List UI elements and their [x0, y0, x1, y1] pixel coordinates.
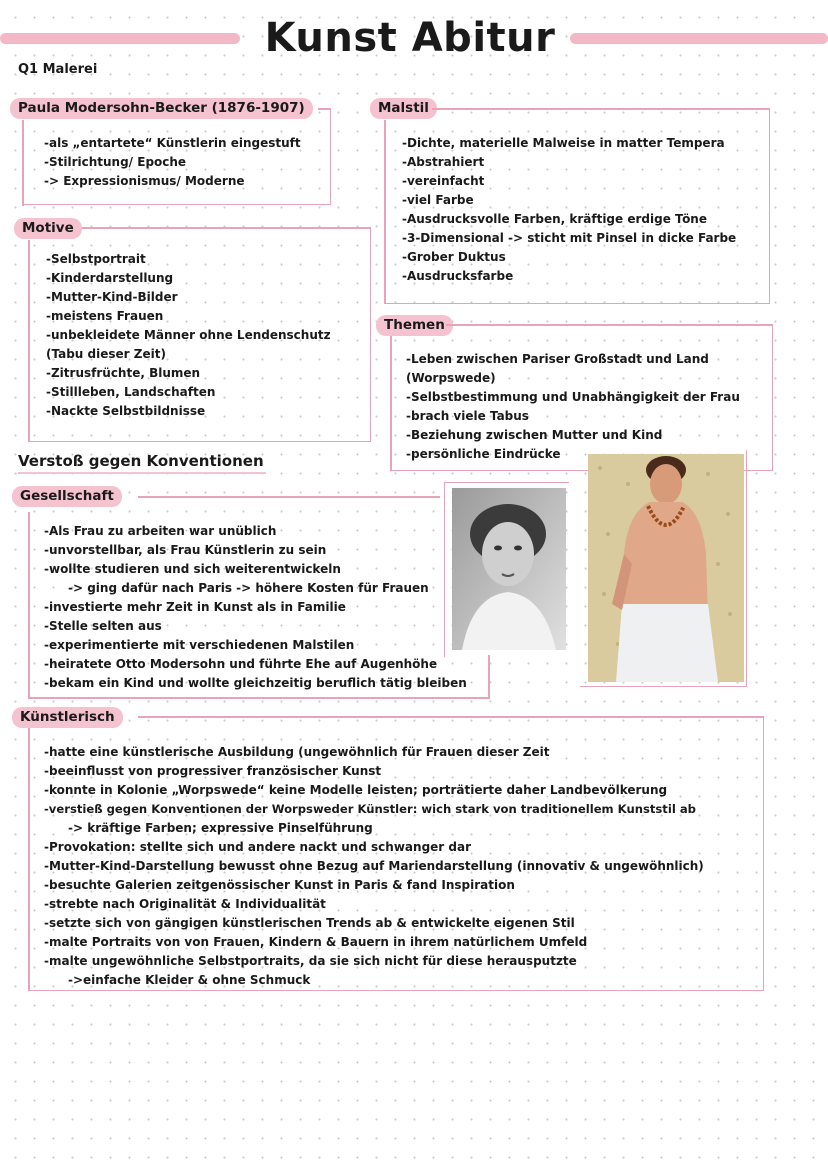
- list-item: -> ging dafür nach Paris -> höhere Kosten für Frauen: [68, 581, 429, 595]
- motive-heading: Motive: [14, 218, 82, 239]
- verstoss-underline: [18, 472, 266, 474]
- themen-heading: Themen: [376, 315, 453, 336]
- portrait-photo-image: [452, 488, 566, 650]
- page-title: Kunst Abitur: [264, 15, 556, 61]
- list-item: -besuchte Galerien zeitgenössischer Kunst in Paris & fand Inspiration: [44, 878, 515, 892]
- list-item: -strebte nach Originalität & Individualität: [44, 897, 326, 911]
- gesellschaft-box-left: [28, 512, 30, 698]
- list-item: -Als Frau zu arbeiten war unüblich: [44, 524, 277, 538]
- list-item: -bekam ein Kind und wollte gleichzeitig beruflich tätig bleiben: [44, 676, 467, 690]
- list-item: -als „entartete“ Künstlerin eingestuft: [44, 136, 301, 150]
- list-item: -vereinfacht: [402, 174, 485, 188]
- list-item: -hatte eine künstlerische Ausbildung (ungewöhnlich für Frauen dieser Zeit: [44, 745, 550, 759]
- list-item: -wollte studieren und sich weiterentwickeln: [44, 562, 341, 576]
- list-item: -unbekleidete Männer ohne Lendenschutz: [46, 328, 331, 342]
- list-item: -Provokation: stellte sich und andere nackt und schwanger dar: [44, 840, 471, 854]
- list-item: -> Expressionismus/ Moderne: [44, 174, 245, 188]
- list-item: -investierte mehr Zeit in Kunst als in Familie: [44, 600, 346, 614]
- list-item: -brach viele Tabus: [406, 409, 529, 423]
- list-item: -Selbstportrait: [46, 252, 146, 266]
- list-item: (Worpswede): [406, 371, 496, 385]
- subtitle: Q1 Malerei: [18, 62, 98, 77]
- malstil-lines: [402, 134, 736, 286]
- kuenstlerisch-lines: [44, 743, 704, 990]
- list-item: -viel Farbe: [402, 193, 474, 207]
- gesellschaft-box-top: [138, 496, 440, 498]
- artist-heading: Paula Modersohn-Becker (1876-1907): [10, 98, 313, 119]
- gesellschaft-box-bottom: [28, 697, 490, 699]
- gesellschaft-lines: [44, 522, 467, 693]
- selfportrait-painting-image: [588, 454, 744, 682]
- list-item: -Stillleben, Landschaften: [46, 385, 216, 399]
- list-item: -setzte sich von gängigen künstlerischen Trends ab & entwickelte eigenen Stil: [44, 916, 575, 930]
- list-item: ->einfache Kleider & ohne Schmuck: [68, 973, 311, 987]
- malstil-heading: Malstil: [370, 98, 437, 119]
- list-item: -Abstrahiert: [402, 155, 485, 169]
- list-item: -Ausdrucksfarbe: [402, 269, 514, 283]
- list-item: -konnte in Kolonie „Worpswede“ keine Modelle leisten; porträtierte daher Landbevölkerung: [44, 783, 668, 797]
- list-item: -Dichte, materielle Malweise in matter Tempera: [402, 136, 725, 150]
- malstil-box-left: [384, 120, 386, 304]
- kuenstlerisch-heading: Künstlerisch: [12, 707, 123, 728]
- list-item: -Selbstbestimmung und Unabhängigkeit der Frau: [406, 390, 740, 404]
- list-item: -heiratete Otto Modersohn und führte Ehe auf Augenhöhe: [44, 657, 438, 671]
- themen-lines: [406, 350, 740, 464]
- list-item: -Leben zwischen Pariser Großstadt und Land: [406, 352, 709, 366]
- list-item: -Ausdrucksvolle Farben, kräftige erdige Töne: [402, 212, 707, 226]
- list-item: -meistens Frauen: [46, 309, 164, 323]
- gesellschaft-box-right: [488, 655, 490, 698]
- list-item: -Mutter-Kind-Bilder: [46, 290, 178, 304]
- list-item: -beeinflusst von progressiver französischer Kunst: [44, 764, 382, 778]
- list-item: -> kräftige Farben; expressive Pinselführung: [68, 821, 373, 835]
- title-bar-left: [0, 33, 240, 44]
- list-item: -malte ungewöhnliche Selbstportraits, da sie sich nicht für diese herausputzte: [44, 954, 577, 968]
- list-item: -verstieß gegen Konventionen der Worpsweder Künstler: wich stark von traditionellem Kunststil ab: [44, 802, 696, 816]
- motive-box-left: [28, 240, 30, 442]
- list-item: -Grober Duktus: [402, 250, 506, 264]
- list-item: -unvorstellbar, als Frau Künstlerin zu sein: [44, 543, 327, 557]
- list-item: -Stilrichtung/ Epoche: [44, 155, 187, 169]
- list-item: -Beziehung zwischen Mutter und Kind: [406, 428, 663, 442]
- themen-box-left: [390, 336, 392, 471]
- list-item: (Tabu dieser Zeit): [46, 347, 166, 361]
- list-item: -Stelle selten aus: [44, 619, 162, 633]
- title-bar-right: [570, 33, 828, 44]
- list-item: -Kinderdarstellung: [46, 271, 174, 285]
- list-item: -persönliche Eindrücke: [406, 447, 561, 461]
- artist-lines: [44, 134, 301, 191]
- motive-lines: [46, 250, 331, 421]
- list-item: -experimentierte mit verschiedenen Malstilen: [44, 638, 355, 652]
- kuenstlerisch-box-left: [28, 728, 30, 990]
- list-item: -Nackte Selbstbildnisse: [46, 404, 206, 418]
- verstoss-heading: Verstoß gegen Konventionen: [18, 452, 264, 470]
- gesellschaft-heading: Gesellschaft: [12, 486, 122, 507]
- list-item: -Mutter-Kind-Darstellung bewusst ohne Bezug auf Mariendarstellung (innovativ & ungewöhnlich): [44, 859, 704, 873]
- portrait-photo: [452, 488, 566, 650]
- artist-box-left: [22, 120, 24, 206]
- list-item: -Zitrusfrüchte, Blumen: [46, 366, 201, 380]
- list-item: -malte Portraits von von Frauen, Kindern & Bauern in ihrem natürlichem Umfeld: [44, 935, 588, 949]
- list-item: -3-Dimensional -> sticht mit Pinsel in dicke Farbe: [402, 231, 737, 245]
- selfportrait-painting: [588, 454, 744, 682]
